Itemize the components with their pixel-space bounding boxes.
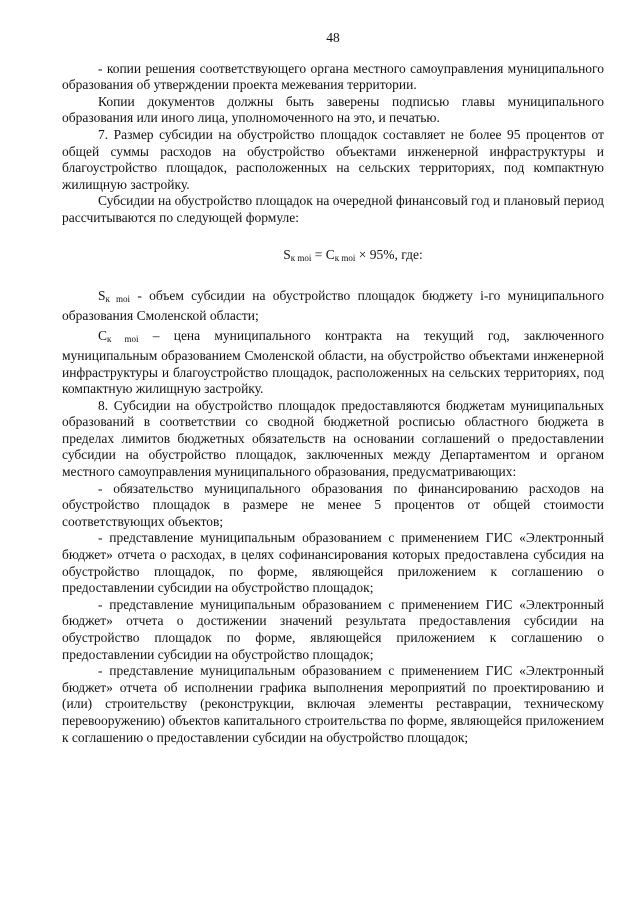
list-item-report-results: - представление муниципальным образованием с применением ГИС «Электронный бюджет» отчета о достижении значений результата предоставления субсидии на обустройство площадок по форме, являющейся приложением к соглашению о предоставлении субсидии на обустройство площадок;: [62, 596, 604, 662]
list-item-obligation: - обязательство муниципального образования по финансированию расходов на обустройство площадок в размере не менее 5 процентов от общей стоимости соответствующих объектов;: [62, 480, 604, 529]
list-item-report-expenses: - представление муниципальным образованием с применением ГИС «Электронный бюджет» отчета о расходах, в целях софинансирования которых предоставлена субсидия на обустройство площадок, по форме, являющейся приложением к соглашению о предоставлении субсидии на обустройство площадок;: [62, 530, 604, 596]
page-number: 48: [326, 30, 340, 45]
definition-c-sub: к moi: [107, 334, 139, 345]
formula-s-sub: к moi: [290, 252, 312, 263]
paragraph-formula-intro: Субсидии на обустройство площадок на очередной финансовый год и плановый период рассчитываются по следующей формуле:: [62, 193, 604, 225]
formula: [102, 247, 604, 267]
definition-s-symbol: S: [98, 288, 106, 304]
definition-c: [62, 328, 604, 397]
formula-eq: =: [311, 246, 326, 262]
list-item-report-schedule: - представление муниципальным образованием с применением ГИС «Электронный бюджет» отчета об исполнении графика выполнения мероприятий по проектированию и (или) строительству (реконструкции, включая элементы реставрации, техническому перевооружению) объектов капитального строительства по форме, являющейся приложением к соглашению о предоставлении субсидии на обустройство площадок;: [62, 663, 604, 745]
paragraph-copies-certified: Копии документов должны быть заверены подписью главы муниципального образования или иного лица, уполномоченного на это, и печатью.: [62, 93, 604, 126]
definition-s-sub: к moi: [105, 294, 131, 305]
formula-s: S: [283, 246, 291, 262]
formula-rest: × 95%, где:: [355, 246, 423, 262]
definition-c-text: – цена муниципального контракта на текущий год, заключенного муниципальным образованием Смоленской области, на обустройство объектами инженерной инфраструктуры и благоустройство площадок, расположенных на сельских территориях, под компактную жилищную застройку.: [62, 328, 604, 397]
paragraph-copies-decision: - копии решения соответствующего органа местного самоуправления муниципального образования об утверждении проекта межевания территории.: [62, 60, 604, 93]
definition-s: [62, 288, 604, 324]
paragraph-item-7: 7. Размер субсидии на обустройство площадок составляет не более 95 процентов от общей суммы расходов на обустройство объектами инженерной инфраструктуры и благоустройство площадок, расположенных на сельских территориях, под компактную жилищную застройку.: [62, 126, 604, 192]
paragraph-item-8: 8. Субсидии на обустройство площадок предоставляются бюджетам муниципальных образований в соответствии со сводной бюджетной росписью областного бюджета в пределах лимитов бюджетных обязательств на основании соглашений о предоставлении субсидии на обустройство площадок, заключенных между Департаментом и органом местного самоуправления муниципального образования, предусматривающих:: [62, 397, 604, 480]
definition-c-symbol: C: [98, 328, 108, 344]
definition-s-text: - объем субсидии на обустройство площадок бюджету i-го муниципального образования Смоленской области;: [62, 288, 604, 323]
formula-c-sub: к moi: [334, 252, 356, 263]
formula-c: C: [325, 246, 335, 262]
